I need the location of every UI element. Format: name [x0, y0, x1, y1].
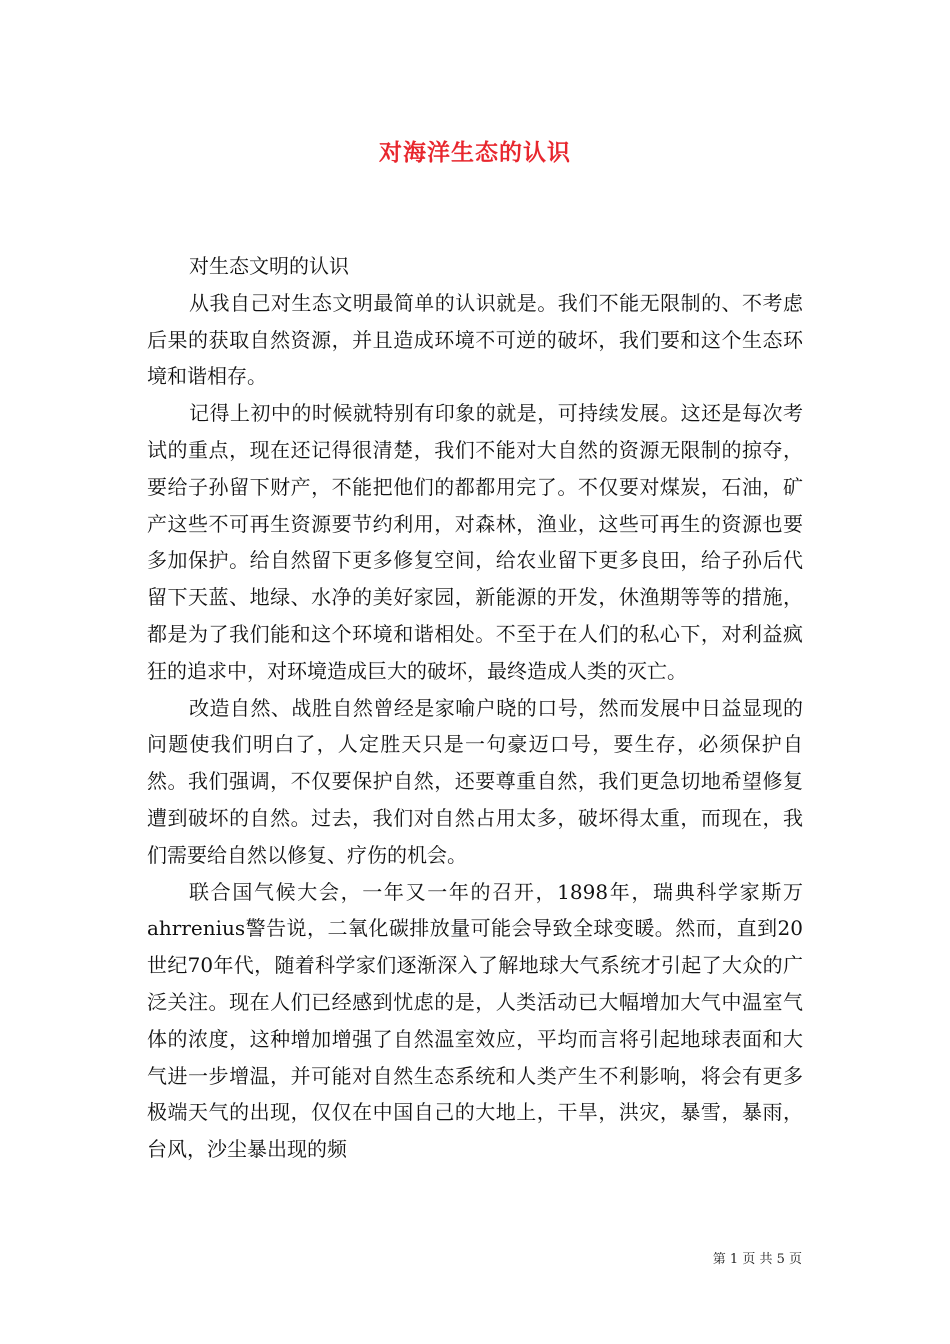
paragraph: 联合国气候大会，一年又一年的召开，1898年，瑞典科学家斯万ahrrenius警告说，二氧化碳排放量可能会导致全球变暖。然而，直到20世纪70年代，随着科学家们逐渐深入了解地球大气系统才引起了大众的广泛关注。现在人们已经感到忧虑的是，人类活动已大幅增加大气中温室气体的浓度，这种增加增强了自然温室效应，平均而言将引起地球表面和大气进一步增温，并可能对自然生态系统和人类产生不利影响，将会有更多极端天气的出现，仅仅在中国自己的大地上，干旱，洪灾，暴雪，暴雨，台风，沙尘暴出现的频: [147, 879, 803, 1162]
paragraph: 记得上初中的时候就特别有印象的就是，可持续发展。这还是每次考试的重点，现在还记得很清楚，我们不能对大自然的资源无限制的掠夺，要给子孙留下财产，不能把他们的都都用完了。不仅要对煤炭，石油，矿产这些不可再生资源要节约利用，对森林，渔业，这些可再生的资源也要多加保护。给自然留下更多修复空间，给农业留下更多良田，给子孙后代留下天蓝、地绿、水净的美好家园，新能源的开发，休渔期等等的措施，都是为了我们能和这个环境和谐相处。不至于在人们的私心下，对利益疯狂的追求中，对环境造成巨大的破坏，最终造成人类的灭亡。: [147, 401, 803, 683]
document-body: [147, 248, 803, 1168]
paragraph-heading: 对生态文明的认识: [189, 254, 349, 278]
paragraph: 从我自己对生态文明最简单的认识就是。我们不能无限制的、不考虑后果的获取自然资源，并且造成环境不可逆的破坏，我们要和这个生态环境和谐相存。: [147, 290, 803, 389]
paragraph: 改造自然、战胜自然曾经是家喻户晓的口号，然而发展中日益显现的问题使我们明白了，人定胜天只是一句豪迈口号，要生存，必须保护自然。我们强调，不仅要保护自然，还要尊重自然，我们更急切地希望修复遭到破坏的自然。过去，我们对自然占用太多，破坏得太重，而现在，我们需要给自然以修复、疗伤的机会。: [147, 695, 803, 867]
page-number-footer: 第 1 页 共 5 页: [712, 1252, 802, 1267]
document-title: 对海洋生态的认识: [379, 139, 571, 166]
